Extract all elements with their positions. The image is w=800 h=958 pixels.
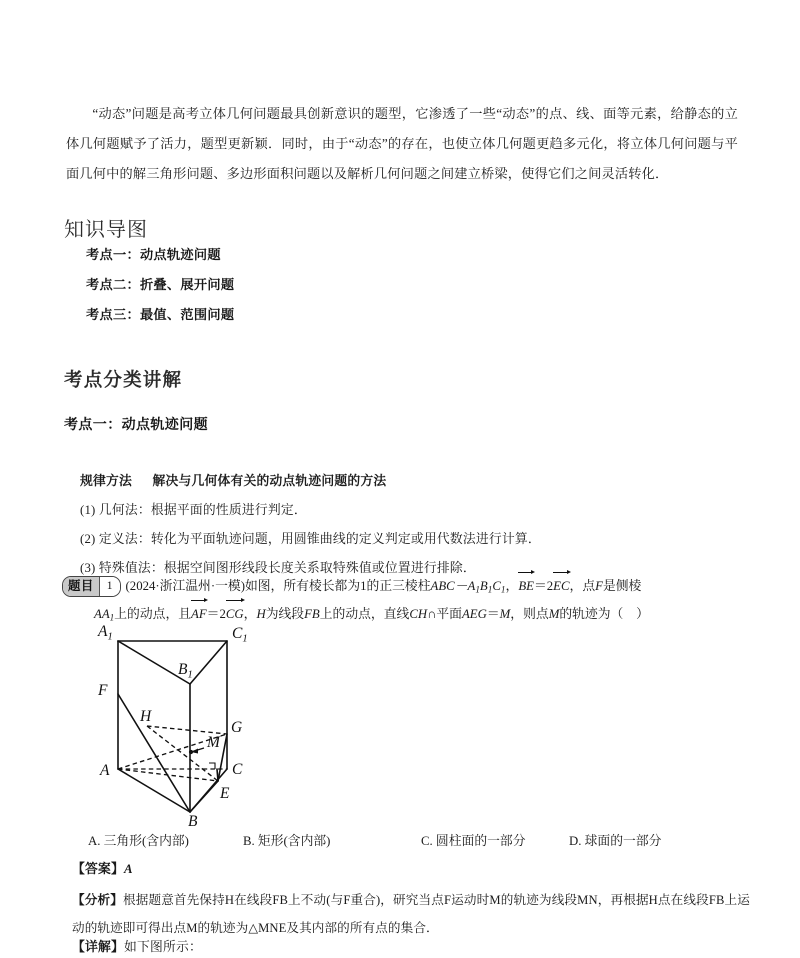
prism-sub-1: 1 xyxy=(475,584,480,595)
problem-text-h: 平面 xyxy=(436,607,462,621)
mind-map-item-2: 考点二：折叠、展开问题 xyxy=(86,277,235,292)
prism-mid: B xyxy=(479,579,488,593)
problem-text-f: 为线段 xyxy=(265,607,305,621)
problem-text-g: 上的动点，直线 xyxy=(319,607,410,621)
equals-two-b: ＝2 xyxy=(206,607,226,621)
analysis-block xyxy=(72,886,750,942)
subsection-heading: 考点一：动点轨迹问题 xyxy=(64,418,208,433)
label-b1: $B_1$ xyxy=(178,661,193,681)
segment-aa1-sub: 1 xyxy=(109,612,115,623)
problem-text-e: ， xyxy=(243,607,257,621)
option-b[interactable]: B. 矩形(含内部) xyxy=(243,834,331,848)
method-rule-2: (2) 定义法：转化为平面轨迹问题，用圆锥曲线的定义判定或用代数法进行计算． xyxy=(80,532,541,546)
edge-ae-hidden xyxy=(118,769,218,781)
label-h: H xyxy=(140,708,152,725)
edge-hg-hidden xyxy=(147,726,227,734)
detail-label: 【详解】 xyxy=(72,940,124,954)
vector-cg-text: CG xyxy=(225,607,244,621)
prism-end: C xyxy=(492,579,501,593)
label-e: E xyxy=(220,785,230,802)
vector-ec-text: EC xyxy=(553,579,570,593)
answer-options xyxy=(88,830,748,849)
vector-ec xyxy=(553,571,569,600)
problem-badge-number: 1 xyxy=(99,577,120,596)
equals-sign: ＝ xyxy=(486,607,500,621)
problem-text-c: 是侧棱 xyxy=(602,579,642,593)
answer-value: A xyxy=(124,862,133,876)
answer-line xyxy=(72,858,133,877)
method-block xyxy=(80,467,740,583)
analysis-text: 根据题意首先保持H在线段FB上不动(与F重合)，研究当点F运动时M的轨迹为线段MN，再根据H点在线段FB上运动的轨迹即可得出点M的轨迹为△MNE及其内部的所有点的集合． xyxy=(72,893,750,935)
edge-ab xyxy=(118,769,190,812)
problem-text-b: ，点 xyxy=(569,579,596,593)
plane-aeg: AEG xyxy=(461,607,487,621)
label-g: G xyxy=(231,719,243,736)
method-title xyxy=(80,467,740,496)
option-c[interactable]: C. 圆柱面的一部分 xyxy=(421,834,526,848)
intro-paragraph: “动态”问题是高考立体几何问题最具创新意识的题型，它渗透了一些“动态”的点、线、面等元素，给静态的立体几何题赋予了活力，题型更新颖．同时，由于“动态”的存在，也使立体几何题更趋多元化，将立体几何问题与平面几何中的解三角形问题、多边形面积问题以及解析几何问题之间建立桥梁，使得它们之间灵活转化． xyxy=(66,106,738,182)
problem-statement xyxy=(62,571,752,623)
method-rule-3: (3) 特殊值法：根据空间图形线段长度关系取特殊值或位置进行排除． xyxy=(80,561,476,575)
detail-text: 如下图所示： xyxy=(124,940,202,954)
point-m-ref-2: M xyxy=(548,607,560,621)
problem-badge-label: 题目 xyxy=(63,577,99,596)
vector-af-text: AF xyxy=(191,607,207,621)
mind-map-list xyxy=(86,240,234,330)
edge-c1b1 xyxy=(190,641,227,684)
mind-map-item-3: 考点三：最值、范围问题 xyxy=(86,307,235,322)
prism-sub-2: 1 xyxy=(487,584,493,595)
prism-sub-3: 1 xyxy=(500,584,506,595)
mind-map-item-1: 考点一：动点轨迹问题 xyxy=(86,247,221,262)
prism-solid-edges xyxy=(118,641,227,812)
detail-block xyxy=(72,936,202,955)
option-a[interactable]: A. 三角形(含内部) xyxy=(88,834,189,848)
label-m: M xyxy=(207,734,220,751)
answer-label: 【答案】 xyxy=(72,862,124,876)
problem-text-d: 上的动点，且 xyxy=(114,607,192,621)
label-c1: $C_1$ xyxy=(232,625,248,645)
label-c: C xyxy=(232,761,243,778)
prism-name: ABC－A xyxy=(430,579,476,593)
point-f-ref: F xyxy=(595,579,603,593)
segment-aa1: AA xyxy=(94,607,110,621)
prism-svg xyxy=(78,622,338,827)
problem-text-j: 的轨迹为（ xyxy=(559,607,624,621)
label-f: F xyxy=(98,682,108,699)
option-d[interactable]: D. 球面的一部分 xyxy=(569,834,662,848)
right-angle-mark xyxy=(209,763,215,769)
point-h-ref: H xyxy=(256,607,266,621)
edge-eb xyxy=(190,781,218,812)
label-a1: $A_1$ xyxy=(98,623,113,643)
label-a: A xyxy=(100,762,110,779)
mind-map-heading: 知识导图 xyxy=(64,218,148,241)
analysis-label: 【分析】 xyxy=(72,893,123,907)
problem-text-i: ，则点 xyxy=(510,607,549,621)
problem-text-a: 如图，所有棱长都为1的正三棱柱 xyxy=(244,579,431,593)
method-title-label: 规律方法 xyxy=(80,474,132,488)
intersection-symbol: ∩ xyxy=(427,607,437,621)
problem-line-1: 题目 1 (2024·浙江温州·一模)如图，所有棱长都为1的正三棱柱$ABC-A_1B_1C_1$， BE＝2 EC，点F是侧棱 xyxy=(62,571,752,603)
edge-ec xyxy=(217,769,218,781)
line-ch: CH xyxy=(409,607,428,621)
problem-source: (2024·浙江温州·一模) xyxy=(125,579,245,593)
equals-two-a: ＝2 xyxy=(533,579,554,593)
point-m-ref: M xyxy=(499,607,511,621)
section-heading: 考点分类讲解 xyxy=(64,369,183,391)
problem-text-k: ） xyxy=(636,607,649,621)
triangular-prism-figure xyxy=(78,622,338,827)
vector-be-text: BE xyxy=(518,579,534,593)
problem-badge xyxy=(62,576,121,597)
edge-fb xyxy=(118,694,190,812)
method-title-text: 解决与几何体有关的动点轨迹问题的方法 xyxy=(152,474,387,488)
label-b: B xyxy=(188,813,198,827)
segment-fb: FB xyxy=(304,607,320,621)
vertex-labels xyxy=(97,623,248,827)
method-rule-1: (1) 几何法：根据平面的性质进行判定． xyxy=(80,503,307,517)
vector-be xyxy=(518,571,534,600)
